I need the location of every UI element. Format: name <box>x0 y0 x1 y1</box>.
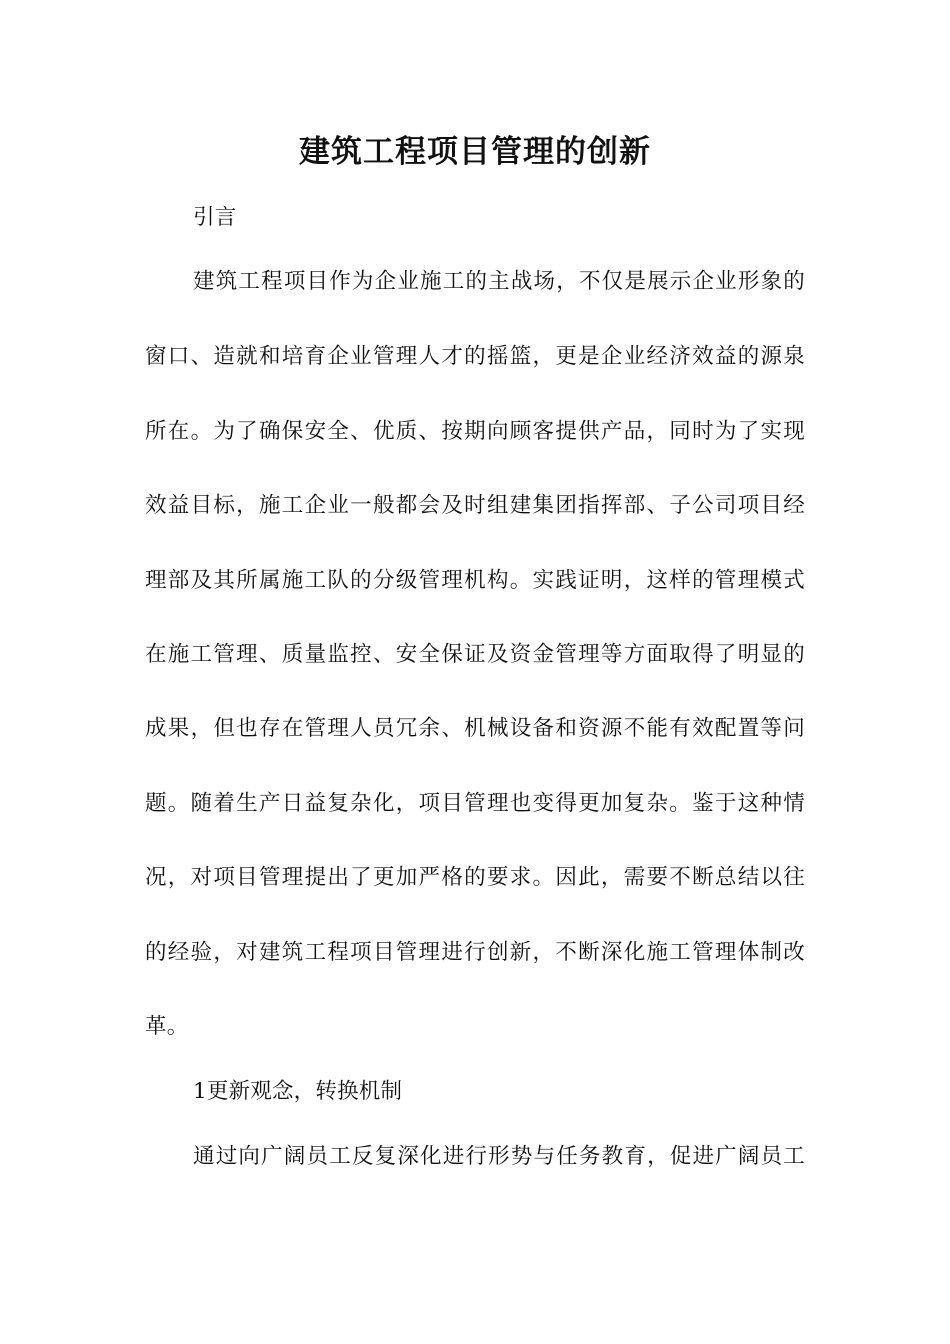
paragraph-line: 在施工管理、质量监控、安全保证及资金管理等方面取得了明显的 <box>145 642 805 667</box>
document-title: 建筑工程项目管理的创新 <box>299 134 651 170</box>
intro-heading: 引言 <box>193 205 237 230</box>
paragraph-line: 成果，但也存在管理人员冗余、机械设备和资源不能有效配置等问 <box>145 716 805 741</box>
paragraph-line: 所在。为了确保安全、优质、按期向顾客提供产品，同时为了实现 <box>145 419 805 444</box>
paragraph-line: 通过向广阔员工反复深化进行形势与任务教育，促进广阔员工 <box>193 1144 805 1169</box>
paragraph-line: 革。 <box>145 1014 189 1039</box>
paragraph-line: 的经验，对建筑工程项目管理进行创新，不断深化施工管理体制改 <box>145 940 805 965</box>
paragraph-line: 况，对项目管理提出了更加严格的要求。因此，需要不断总结以往 <box>145 865 805 890</box>
paragraph-line: 效益目标，施工企业一般都会及时组建集团指挥部、子公司项目经 <box>145 493 805 518</box>
paragraph-line: 建筑工程项目作为企业施工的主战场，不仅是展示企业形象的 <box>193 269 805 294</box>
paragraph-line: 窗口、造就和培育企业管理人才的摇篮，更是企业经济效益的源泉 <box>145 344 805 369</box>
paragraph-line: 理部及其所属施工队的分级管理机构。实践证明，这样的管理模式 <box>145 568 805 593</box>
paragraph-line: 题。随着生产日益复杂化，项目管理也变得更加复杂。鉴于这种情 <box>145 791 805 816</box>
section-heading: 1更新观念，转换机制 <box>193 1079 403 1104</box>
